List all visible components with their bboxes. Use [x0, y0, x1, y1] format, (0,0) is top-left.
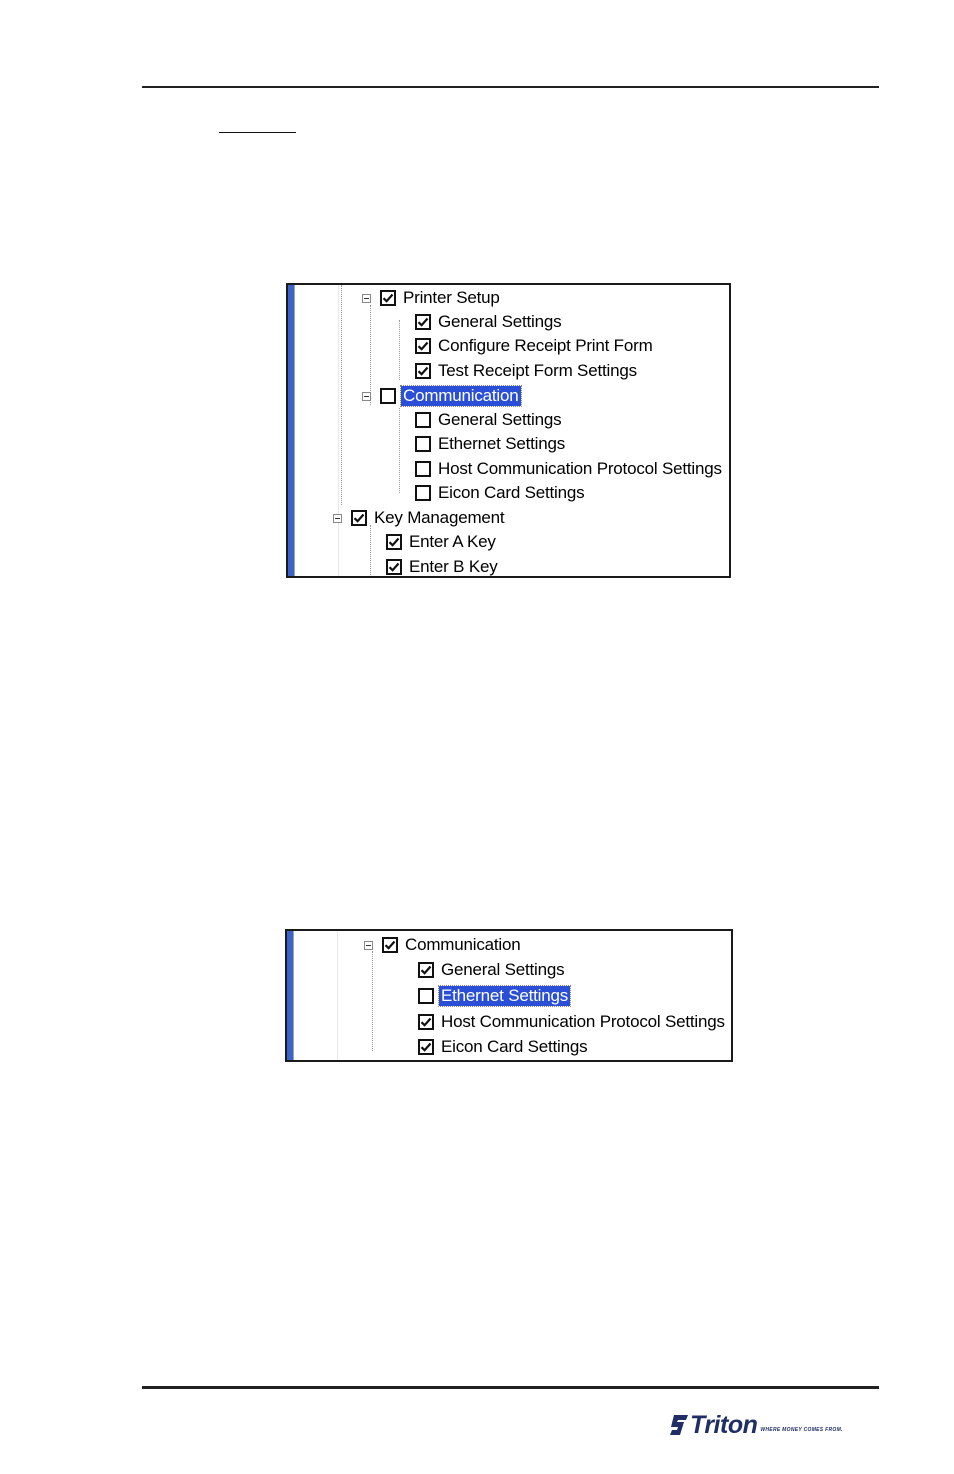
checkbox-checked-icon[interactable]: [415, 363, 431, 379]
tree-node-enter-b-key[interactable]: [386, 556, 500, 578]
checkbox-unchecked-icon[interactable]: [415, 412, 431, 428]
tree-node-label: General Settings: [441, 960, 565, 979]
tree-node-label: Test Receipt Form Settings: [438, 361, 637, 380]
tree-node-label: General Settings: [438, 312, 562, 331]
tree-screenshot-1: [286, 283, 731, 578]
minus-box-icon[interactable]: [364, 941, 373, 950]
tree-line: [341, 285, 342, 505]
triton-logo: [668, 1410, 843, 1440]
tree-node-host-communication-protocol-settings[interactable]: [415, 458, 724, 480]
tree-node-key-management[interactable]: [333, 507, 506, 529]
tree-node-host-communication-protocol-settings[interactable]: [418, 1011, 727, 1033]
tree-node-eicon-card-settings[interactable]: [418, 1036, 589, 1058]
tree-node-general-settings[interactable]: [415, 409, 563, 431]
checkbox-checked-icon[interactable]: [415, 338, 431, 354]
tree-node-label: General Settings: [438, 410, 562, 429]
tree-node-label: Ethernet Settings: [438, 434, 566, 453]
header-rule: [142, 86, 879, 88]
tree-screenshot-2: [285, 929, 733, 1062]
checkbox-unchecked-icon[interactable]: [415, 485, 431, 501]
tree-node-label: Printer Setup: [403, 288, 500, 307]
window-edge-line: [294, 285, 295, 576]
tree-node-label: Eicon Card Settings: [438, 483, 585, 502]
window-edge-line: [293, 931, 294, 1060]
tree-node-communication[interactable]: [362, 385, 521, 407]
tree-line: [370, 525, 371, 575]
checkbox-unchecked-icon[interactable]: [380, 388, 396, 404]
checkbox-checked-icon[interactable]: [386, 534, 402, 550]
footer-rule: [142, 1386, 879, 1389]
tree-node-label-selected: Communication: [403, 386, 519, 405]
tree-node-configure-receipt-print-form[interactable]: [415, 335, 655, 357]
tree-node-label: Configure Receipt Print Form: [438, 336, 653, 355]
checkbox-unchecked-icon[interactable]: [415, 461, 431, 477]
tree-node-general-settings[interactable]: [415, 311, 563, 333]
tree-node-label: Eicon Card Settings: [441, 1037, 588, 1056]
tree-node-label-selected: Ethernet Settings: [441, 986, 569, 1005]
minus-box-icon[interactable]: [362, 294, 371, 303]
tree-node-label: Communication: [405, 935, 521, 954]
checkbox-checked-icon[interactable]: [351, 510, 367, 526]
tree-node-printer-setup[interactable]: [362, 287, 502, 309]
tree-node-communication[interactable]: [364, 934, 523, 956]
logo-tagline: WHERE MONEY COMES FROM.: [760, 1427, 843, 1433]
tree-node-general-settings[interactable]: [418, 959, 566, 981]
heading-underline: [219, 132, 296, 133]
tree-line: [372, 951, 373, 1051]
tree-line: [399, 320, 400, 380]
tree-node-test-receipt-form-settings[interactable]: [415, 360, 639, 382]
checkbox-checked-icon[interactable]: [415, 314, 431, 330]
tree-node-label: Enter A Key: [409, 532, 496, 551]
logo-wordmark: Triton: [690, 1410, 758, 1439]
checkbox-checked-icon[interactable]: [418, 1014, 434, 1030]
tree-guide: [337, 931, 338, 1060]
tree-node-enter-a-key[interactable]: [386, 531, 498, 553]
minus-box-icon[interactable]: [362, 392, 371, 401]
tree-node-ethernet-settings[interactable]: [418, 985, 570, 1007]
tree-node-label: Host Communication Protocol Settings: [438, 459, 722, 478]
minus-box-icon[interactable]: [333, 514, 342, 523]
tree-node-label: Key Management: [374, 508, 505, 527]
checkbox-checked-icon[interactable]: [382, 937, 398, 953]
tree-node-label: Enter B Key: [409, 557, 498, 576]
checkbox-unchecked-icon[interactable]: [415, 436, 431, 452]
checkbox-checked-icon[interactable]: [418, 1039, 434, 1055]
checkbox-unchecked-icon[interactable]: [418, 988, 434, 1004]
triton-mark-icon: [668, 1413, 690, 1437]
checkbox-checked-icon[interactable]: [386, 559, 402, 575]
tree-line: [399, 408, 400, 493]
tree-guide: [338, 285, 339, 576]
tree-node-label: Host Communication Protocol Settings: [441, 1012, 725, 1031]
tree-node-ethernet-settings[interactable]: [415, 433, 567, 455]
tree-node-eicon-card-settings[interactable]: [415, 482, 586, 504]
checkbox-checked-icon[interactable]: [380, 290, 396, 306]
checkbox-checked-icon[interactable]: [418, 962, 434, 978]
